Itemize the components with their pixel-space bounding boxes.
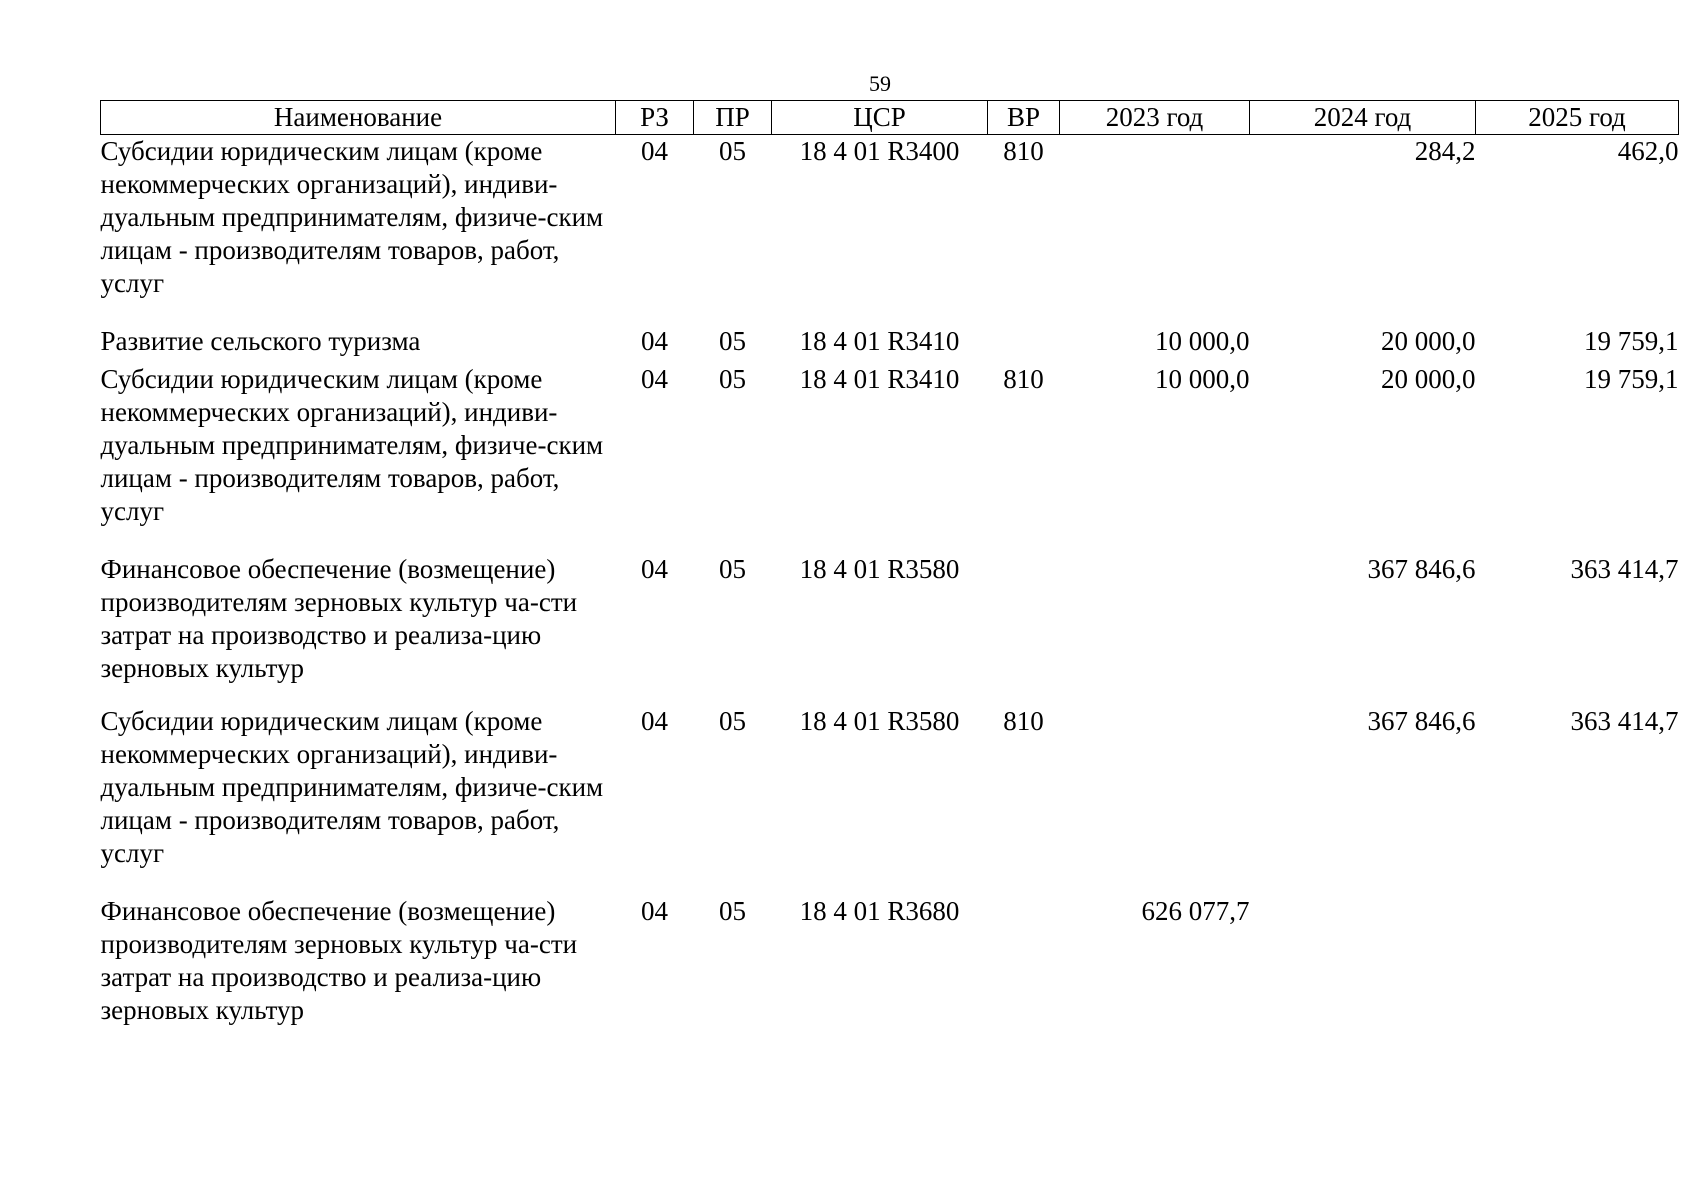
column-header-pr: ПР	[694, 101, 772, 135]
row-vr	[988, 895, 1060, 1047]
row-csr: 18 4 01 R3580	[799, 553, 960, 584]
row-2023	[1060, 553, 1250, 705]
table-row	[101, 325, 1679, 363]
row-vr	[988, 325, 1060, 363]
row-rz: 04	[641, 363, 668, 394]
column-header-csr: ЦСР	[772, 101, 988, 135]
row-rz: 04	[641, 553, 668, 584]
row-vr: 810	[1003, 705, 1044, 736]
row-name: Субсидии юридическим лицам (кроме некоммерческих организаций), индиви-дуальным предпринимателям, физиче-ским лицам - производителям товаров, работ, услуг	[100, 363, 604, 526]
table-row	[101, 135, 1679, 325]
row-2024	[1250, 895, 1476, 1047]
budget-table	[100, 100, 1679, 1047]
row-name: Субсидии юридическим лицам (кроме некоммерческих организаций), индиви-дуальным предпринимателям, физиче-ским лицам - производителям товаров, работ, услуг	[100, 136, 604, 298]
row-pr: 05	[719, 553, 746, 584]
row-pr: 05	[719, 705, 746, 736]
row-name: Развитие сельского туризма	[100, 325, 421, 356]
row-name: Финансовое обеспечение (возмещение) производителям зерновых культур ча-сти затрат на производство и реализа-цию зерновых культур	[100, 553, 578, 683]
row-csr: 18 4 01 R3410	[799, 363, 960, 394]
row-2023	[1060, 705, 1250, 895]
table-row	[101, 705, 1679, 895]
row-2023: 10 000,0	[1155, 363, 1250, 394]
table-row	[101, 895, 1679, 1047]
row-rz: 04	[641, 705, 668, 736]
row-2024: 20 000,0	[1381, 325, 1476, 356]
row-vr	[988, 553, 1060, 705]
row-2023: 10 000,0	[1155, 325, 1250, 356]
column-header-vr: ВР	[988, 101, 1060, 135]
row-pr: 05	[719, 895, 746, 926]
row-2025: 363 414,7	[1570, 553, 1679, 584]
row-rz: 04	[641, 136, 668, 166]
row-2024: 20 000,0	[1381, 363, 1476, 394]
row-csr: 18 4 01 R3410	[799, 325, 960, 356]
column-header-name: Наименование	[101, 101, 616, 135]
row-name: Финансовое обеспечение (возмещение) производителям зерновых культур ча-сти затрат на производство и реализа-цию зерновых культур	[100, 895, 578, 1025]
column-header-2023: 2023 год	[1060, 101, 1250, 135]
row-2025	[1476, 895, 1679, 1047]
row-csr: 18 4 01 R3680	[799, 895, 960, 926]
row-vr: 810	[1003, 136, 1044, 166]
row-2025: 462,0	[1617, 136, 1679, 166]
row-pr: 05	[719, 136, 746, 166]
column-header-2025: 2025 год	[1476, 101, 1679, 135]
row-2023: 626 077,7	[1141, 895, 1250, 926]
row-csr: 18 4 01 R3580	[799, 705, 960, 736]
row-name: Субсидии юридическим лицам (кроме некоммерческих организаций), индиви-дуальным предпринимателям, физиче-ским лицам - производителям товаров, работ, услуг	[100, 705, 604, 868]
column-header-rz: РЗ	[616, 101, 694, 135]
column-header-2024: 2024 год	[1250, 101, 1476, 135]
row-rz: 04	[641, 325, 668, 356]
table-row	[101, 553, 1679, 705]
table-header-row	[101, 101, 1679, 135]
row-csr: 18 4 01 R3400	[799, 136, 960, 166]
row-2025: 19 759,1	[1584, 363, 1679, 394]
row-2025: 363 414,7	[1570, 705, 1679, 736]
row-2024: 284,2	[1414, 136, 1476, 166]
row-rz: 04	[641, 895, 668, 926]
row-pr: 05	[719, 325, 746, 356]
row-2023	[1060, 135, 1250, 325]
row-2024: 367 846,6	[1367, 553, 1476, 584]
table-row	[101, 363, 1679, 553]
row-vr: 810	[1003, 363, 1044, 394]
row-pr: 05	[719, 363, 746, 394]
row-2025: 19 759,1	[1584, 325, 1679, 356]
page-number: 59	[869, 71, 891, 96]
row-2024: 367 846,6	[1367, 705, 1476, 736]
